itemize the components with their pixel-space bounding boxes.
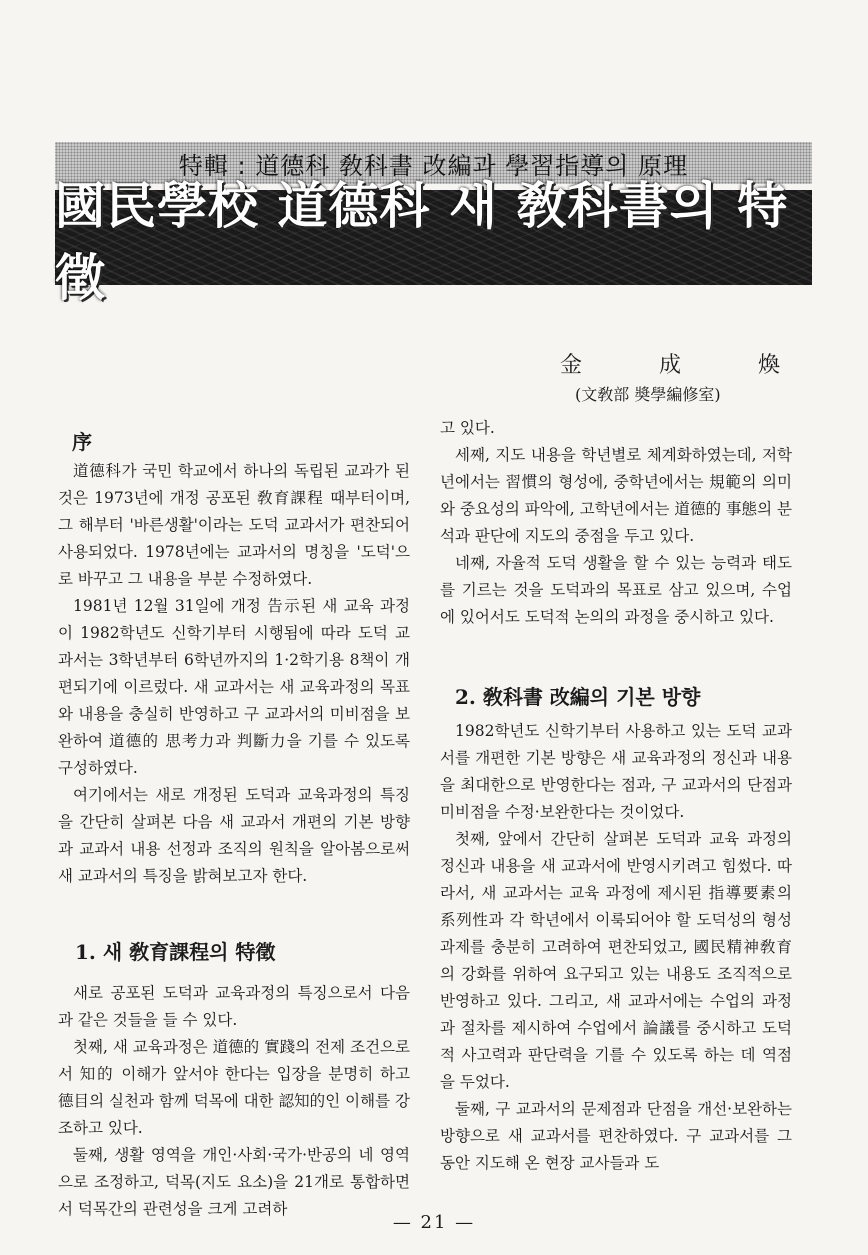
author-name-char: 成 [658, 353, 681, 378]
paragraph: 고 있다. [440, 419, 495, 437]
title-banner [55, 176, 812, 307]
left-text-block-2 [58, 980, 410, 1223]
author-name-char: 金 [560, 353, 583, 378]
paragraph: 네째, 자율적 도덕 생활을 할 수 있는 능력과 태도를 기르는 것을 도덕과의 목표로 삼고 있으며, 수업에 있어서도 도덕적 논의의 과정을 중시하고 있다. [440, 554, 792, 626]
left-text-block-1 [58, 458, 410, 890]
paragraph: 여기에서는 새로 개정된 도덕과 교육과정의 특징을 간단히 살펴본 다음 새 교과서 개편의 기본 방향과 교과서 내용 선정과 조직의 원칙을 알아봄으로써 새 교과서의 특징을 밝혀보고자 한다. [58, 786, 410, 885]
article-title: 國民學校 道德科 새 敎科書의 特徵 [55, 176, 789, 307]
paragraph: 첫째, 새 교육과정은 道德的 實踐의 전제 조건으로서 知的 이해가 앞서야 한다는 입장을 분명히 하고 德目의 실천과 함께 덕목에 대한 認知的인 이해를 강조하고 있다. [58, 1038, 410, 1137]
author-name [560, 348, 780, 379]
author-name-char: 煥 [757, 353, 780, 378]
paragraph: 1982학년도 신학기부터 사용하고 있는 도덕 교과서를 개편한 기본 방향은 새 교육과정의 정신과 내용을 최대한으로 반영한다는 점과, 구 교과서의 단점과 미비점을 수정·보완한다는 것이었다. [440, 722, 792, 821]
section-heading-2: 2. 敎科書 改編의 기본 방향 [455, 685, 701, 709]
series-title: 特輯 : 道德科 敎科書 改編과 學習指導의 原理 [178, 151, 689, 180]
section-heading-preface: 序 [72, 430, 92, 454]
paragraph: 둘째, 생활 영역을 개인·사회·국가·반공의 네 영역으로 조정하고, 덕목(지도 요소)을 21개로 통합하면서 덕목간의 관련성을 크게 고려하 [58, 1146, 410, 1218]
author-affiliation: (文敎部 奬學編修室) [575, 385, 721, 404]
paragraph: 세째, 지도 내용을 학년별로 체계화하였는데, 저학년에서는 習慣의 형성에, 중학년에서는 規範의 의미와 중요성의 파악에, 고학년에서는 道德的 事態의 분석과 판단에 지도의 중점을 두고 있다. [440, 446, 792, 545]
paragraph: 1981년 12월 31일에 개정 告示된 새 교육 과정이 1982학년도 신학기부터 시행됨에 따라 도덕 교과서는 3학년부터 6학년까지의 1·2학기용 8책이 개편되기에 이르렀다. 새 교과서는 새 교육과정의 목표와 내용을 충실히 반영하고 구 교과서의 미비점을 보완하여 道德的 思考力과 判斷力을 기를 수 있도록 구성하였다. [58, 597, 410, 777]
paragraph: 새로 공포된 도덕과 교육과정의 특징으로서 다음과 같은 것들을 들 수 있다. [58, 984, 410, 1029]
page-number: — 21 — [392, 1212, 476, 1233]
section-heading-1: 1. 새 敎育課程의 特徵 [75, 940, 276, 964]
paragraph: 둘째, 구 교과서의 문제점과 단점을 개선·보완하는 방향으로 새 교과서를 편찬하였다. 구 교과서를 그 동안 지도해 온 현장 교사들과 도 [440, 1100, 792, 1172]
right-text-block-1 [440, 415, 792, 631]
paragraph: 첫째, 앞에서 간단히 살펴본 도덕과 교육 과정의 정신과 내용을 새 교과서에 반영시키려고 힘썼다. 따라서, 새 교과서는 교육 과정에 제시된 指導要素의 系列性과 각 학년에서 이룩되어야 할 도덕성의 형성 과제를 충분히 고려하여 편찬되었고, 國民精神敎育의 강화를 위하여 요구되고 있는 내용도 조직적으로 반영하고 있다. 그리고, 새 교과서에는 수업의 과정과 절차를 제시하여 수업에서 論議를 중시하고 도덕적 사고력과 판단력을 기를 수 있도록 하는 데 역점을 두었다. [440, 830, 792, 1091]
paragraph: 道德科가 국민 학교에서 하나의 독립된 교과가 된 것은 1973년에 개정 공포된 敎育課程 때부터이며, 그 해부터 '바른생활'이라는 도덕 교과서가 편찬되어 사용되었다. 1978년에는 교과서의 명칭을 '도덕'으로 바꾸고 그 내용을 부분 수정하였다. [58, 462, 410, 588]
right-text-block-2 [440, 718, 792, 1177]
